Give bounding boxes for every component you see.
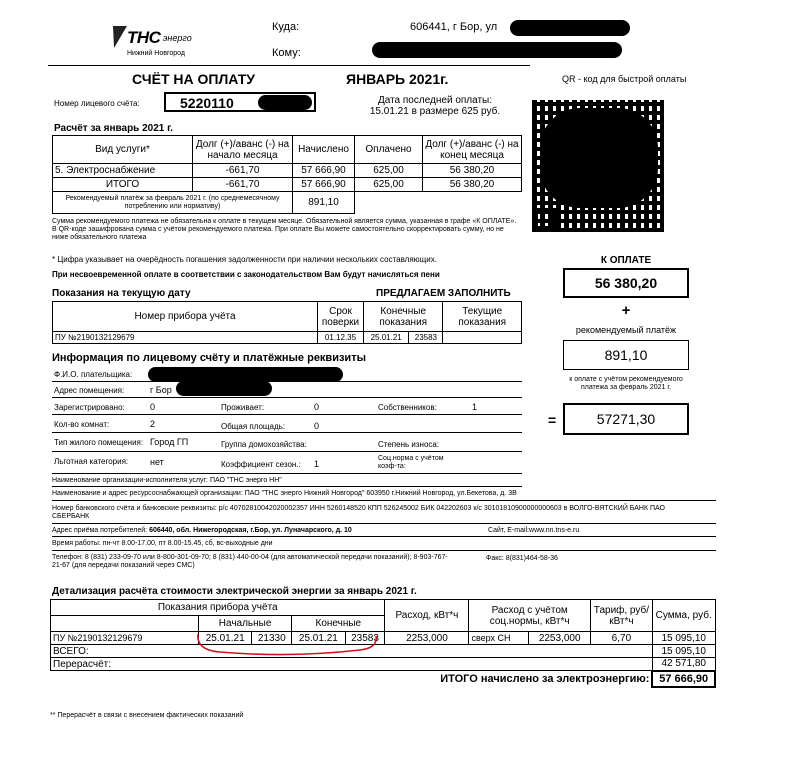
grand-value: 57 666,90	[652, 671, 715, 687]
grand-label: ИТОГО начислено за электроэнергию:	[51, 671, 653, 687]
cell-final-value: 23583	[345, 632, 385, 645]
cell-debt-end: 56 380,20	[423, 164, 522, 178]
table-row	[53, 164, 522, 178]
cell-paid: 625,00	[355, 178, 423, 192]
registered-value: 0	[150, 402, 156, 412]
calc-note: Сумма рекомендуемого платежа не обязательна к оплате в текущем месяце. Обязательной является сумма, указанная в графе «К ОПЛАТЕ». В QR-коде зашифрована сумма с учётом рекомендуемого платежа. При оплате Вы можете самостоятельно скорректировать сумму, но не ниже обязательного платежа	[52, 218, 517, 241]
col-meter: Номер прибора учёта	[53, 302, 318, 332]
cell-charged: 57 666,90	[293, 178, 355, 192]
cell-consumption: 2253,000	[385, 632, 469, 645]
cell-init-date: 25.01.21	[199, 632, 252, 645]
logo-region: Нижний Новгород	[127, 50, 185, 57]
supplier-line: Наименование и адрес ресурсоснабжающей организации: ПАО "ТНС энерго Нижний Новгород" 603950 г.Нижний Новгород, ул.Бекетова, д. 3В	[52, 490, 517, 497]
cell-final-date: 25.01.21	[292, 632, 345, 645]
cell-sum: 15 095,10	[652, 632, 715, 645]
col-charged: Начислено	[293, 136, 355, 164]
redaction-qr	[540, 108, 658, 208]
cell-tariff: 6,70	[590, 632, 652, 645]
invoice-period: ЯНВАРЬ 2021г.	[346, 71, 449, 87]
benefit-label: Льготная категория:	[54, 457, 129, 466]
cell-charged: 57 666,90	[293, 164, 355, 178]
company-logo	[110, 26, 210, 60]
recommended-value: 891,10	[293, 192, 355, 214]
with-recommended-label: к оплате с учётом рекомендуемого платежа за февраль 2021 г.	[569, 376, 683, 391]
last-payment	[360, 95, 510, 117]
redaction-fio	[148, 367, 343, 382]
area-label: Общая площадь:	[221, 422, 286, 431]
fio-label: Ф.И.О. плательщика:	[54, 370, 133, 379]
season-value: 1	[314, 459, 320, 469]
col-current: Текущие показания	[443, 302, 522, 332]
logo-brand: ТНС	[127, 28, 161, 47]
benefit-value: нет	[150, 457, 164, 467]
redaction-whom	[372, 42, 622, 58]
living-value: 0	[314, 402, 320, 412]
provider-line: Наименование организации-исполнителя услуг: ПАО "ТНС энерго НН"	[52, 477, 282, 484]
reception-prefix: Адрес приёма потребителей:	[52, 527, 148, 534]
logo-brand-suffix: энерго	[163, 33, 192, 43]
calc-heading: Расчёт за январь 2021 г.	[54, 123, 174, 134]
detail-heading: Детализация расчёта стоимости электрической энергии за январь 2021 г.	[52, 586, 417, 597]
to-pay-label: К ОПЛАТЕ	[600, 255, 652, 266]
area-value: 0	[314, 421, 320, 431]
recommended-label: Рекомендуемый платёж за февраль 2021 г. (по среднемесячному потреблению или нормативу)	[53, 192, 293, 214]
col-tariff: Тариф, руб/кВт*ч	[590, 600, 652, 632]
owners-label: Собственников:	[378, 403, 437, 412]
last-payment-line1: Дата последней оплаты:	[377, 95, 493, 106]
cell-check-term: 01.12.35	[318, 332, 364, 344]
plus-sign: +	[621, 302, 631, 319]
site-line[interactable]: Сайт, E-mail:www.nn.tns-e.ru	[488, 527, 580, 534]
equals-sign: =	[548, 412, 557, 428]
col-initial: Начальные	[199, 616, 292, 632]
type-value: Город ГП	[150, 437, 189, 447]
recommended-pay-value: 891,10	[563, 340, 689, 370]
account-label: Номер лицевого счёта:	[54, 99, 140, 108]
cell-init-value: 21330	[252, 632, 292, 645]
whom-label: Кому:	[272, 47, 301, 59]
col-final: Конечные показания	[364, 302, 443, 332]
redaction-to	[510, 20, 630, 36]
readings-heading: Показания на текущую дату	[52, 288, 191, 299]
to-pay-value: 56 380,20	[563, 268, 689, 298]
logo-mark-icon	[107, 26, 127, 48]
col-check-term: Срок поверки	[318, 302, 364, 332]
bank-line: Номер банковского счёта и банковские реквизиты: р/с 40702810042020002357 ИНН 5260148520 КПП 526245002 БИК 042202603 к/с 30101810900000000603 в ВОЛГО-ВЯТСКИЙ БАНК ПАО СБЕРБАНК	[52, 505, 665, 520]
type-label: Тип жилого помещения:	[54, 438, 144, 447]
red-underline-annotation	[190, 628, 385, 662]
last-payment-line2: 15.01.21 в размере 625 руб.	[369, 106, 501, 117]
owners-value: 1	[472, 402, 478, 412]
cell-debt-start: -661,70	[193, 178, 293, 192]
cell-meter: ПУ №2190132129679	[51, 632, 199, 645]
cell-final-date: 25.01.21	[364, 332, 409, 344]
rooms-value: 2	[150, 419, 156, 429]
cell-final-value: 23583	[409, 332, 443, 344]
account-number: 5220110	[180, 95, 234, 111]
col-final: Конечные	[292, 616, 385, 632]
cell-paid: 625,00	[355, 164, 423, 178]
qr-finder-icon	[534, 208, 556, 230]
recalc-label: Перерасчёт:	[51, 658, 653, 671]
redaction-account	[258, 95, 312, 110]
fax-line: Факс: 8(831)464-58-36	[486, 555, 558, 562]
to-label: Куда:	[272, 21, 300, 33]
total-pay-value: 57271,30	[563, 403, 689, 435]
wear-label: Степень износа:	[378, 440, 440, 449]
cell-consumption-norm: 2253,000	[529, 632, 590, 645]
premises-label: Адрес помещения:	[54, 386, 125, 395]
detail-footnote: ** Перерасчёт в связи с внесением фактических показаний	[50, 712, 244, 719]
calc-table	[52, 135, 522, 214]
col-debt-start: Долг (+)/аванс (-) на начало месяца	[193, 136, 293, 164]
to-value: 606441, г Бор, ул	[410, 21, 498, 33]
qr-caption: QR - код для быстрой оплаты	[562, 74, 687, 84]
group-label: Группа домохозяйства:	[221, 440, 307, 449]
recalc-value: 42 571,80	[652, 658, 715, 671]
redaction-premises	[176, 381, 272, 396]
phones-line: Телефон: 8 (831) 233-09-70 или 8-800-301-09-70; 8 (831) 440-00-04 (для автоматической передачи показаний); 8-903-767-21-67 (для передачи показаний через СМС)	[52, 554, 448, 569]
readings-table	[52, 301, 522, 344]
col-sum: Сумма, руб.	[652, 600, 715, 632]
col-debt-end: Долг (+)/аванс (-) на конец месяца	[423, 136, 522, 164]
total-label: ВСЕГО:	[51, 645, 653, 658]
cell-service: 5. Электроснабжение	[53, 164, 193, 178]
cell-meter: ПУ №2190132129679	[53, 332, 318, 344]
cell-debt-start: -661,70	[193, 164, 293, 178]
rooms-label: Кол-во комнат:	[54, 420, 110, 429]
season-label: Коэффициент сезон.:	[221, 460, 301, 469]
col-readings: Показания прибора учёта	[51, 600, 385, 616]
cell-service: ИТОГО	[53, 178, 193, 192]
cell-zone: сверх СН	[469, 632, 529, 645]
total-value: 15 095,10	[652, 645, 715, 658]
hours-line: Время работы: пн-чт 8.00-17.00, пт 8.00-15.45, сб, вс-выходные дни	[52, 540, 273, 547]
col-consumption: Расход, кВт*ч	[385, 600, 469, 632]
table-row	[53, 332, 522, 344]
readings-suggest: ПРЕДЛАГАЕМ ЗАПОЛНИТЬ	[376, 288, 511, 299]
penalty-note: При несвоевременной оплате в соответствии с законодательством Вам будут начисляться пени	[52, 270, 440, 279]
premises-value: г Бор	[150, 385, 172, 395]
reception-line	[52, 527, 352, 535]
table-row	[53, 178, 522, 192]
norm-label: Соц.норма с учётом коэф-та:	[378, 455, 444, 470]
living-label: Проживает:	[221, 403, 265, 412]
info-heading: Информация по лицевому счёту и платёжные реквизиты	[52, 352, 366, 364]
col-paid: Оплачено	[355, 136, 423, 164]
cell-debt-end: 56 380,20	[423, 178, 522, 192]
reception-value: 606440, обл. Нижегородская, г.Бор, ул. Луначарского, д. 10	[149, 527, 352, 534]
registered-label: Зарегистрировано:	[54, 403, 125, 412]
cell-current[interactable]	[443, 332, 522, 344]
asterisk-note: * Цифра указывает на очерёдность погашения задолженности при наличии нескольких составляющих.	[52, 255, 437, 264]
col-consumption-norm: Расход с учётом соц.нормы, кВт*ч	[469, 600, 590, 632]
recommended-pay-label: рекомендуемый платёж	[575, 325, 677, 335]
col-service: Вид услуги*	[53, 136, 193, 164]
invoice-title: СЧЁТ НА ОПЛАТУ	[132, 71, 255, 87]
